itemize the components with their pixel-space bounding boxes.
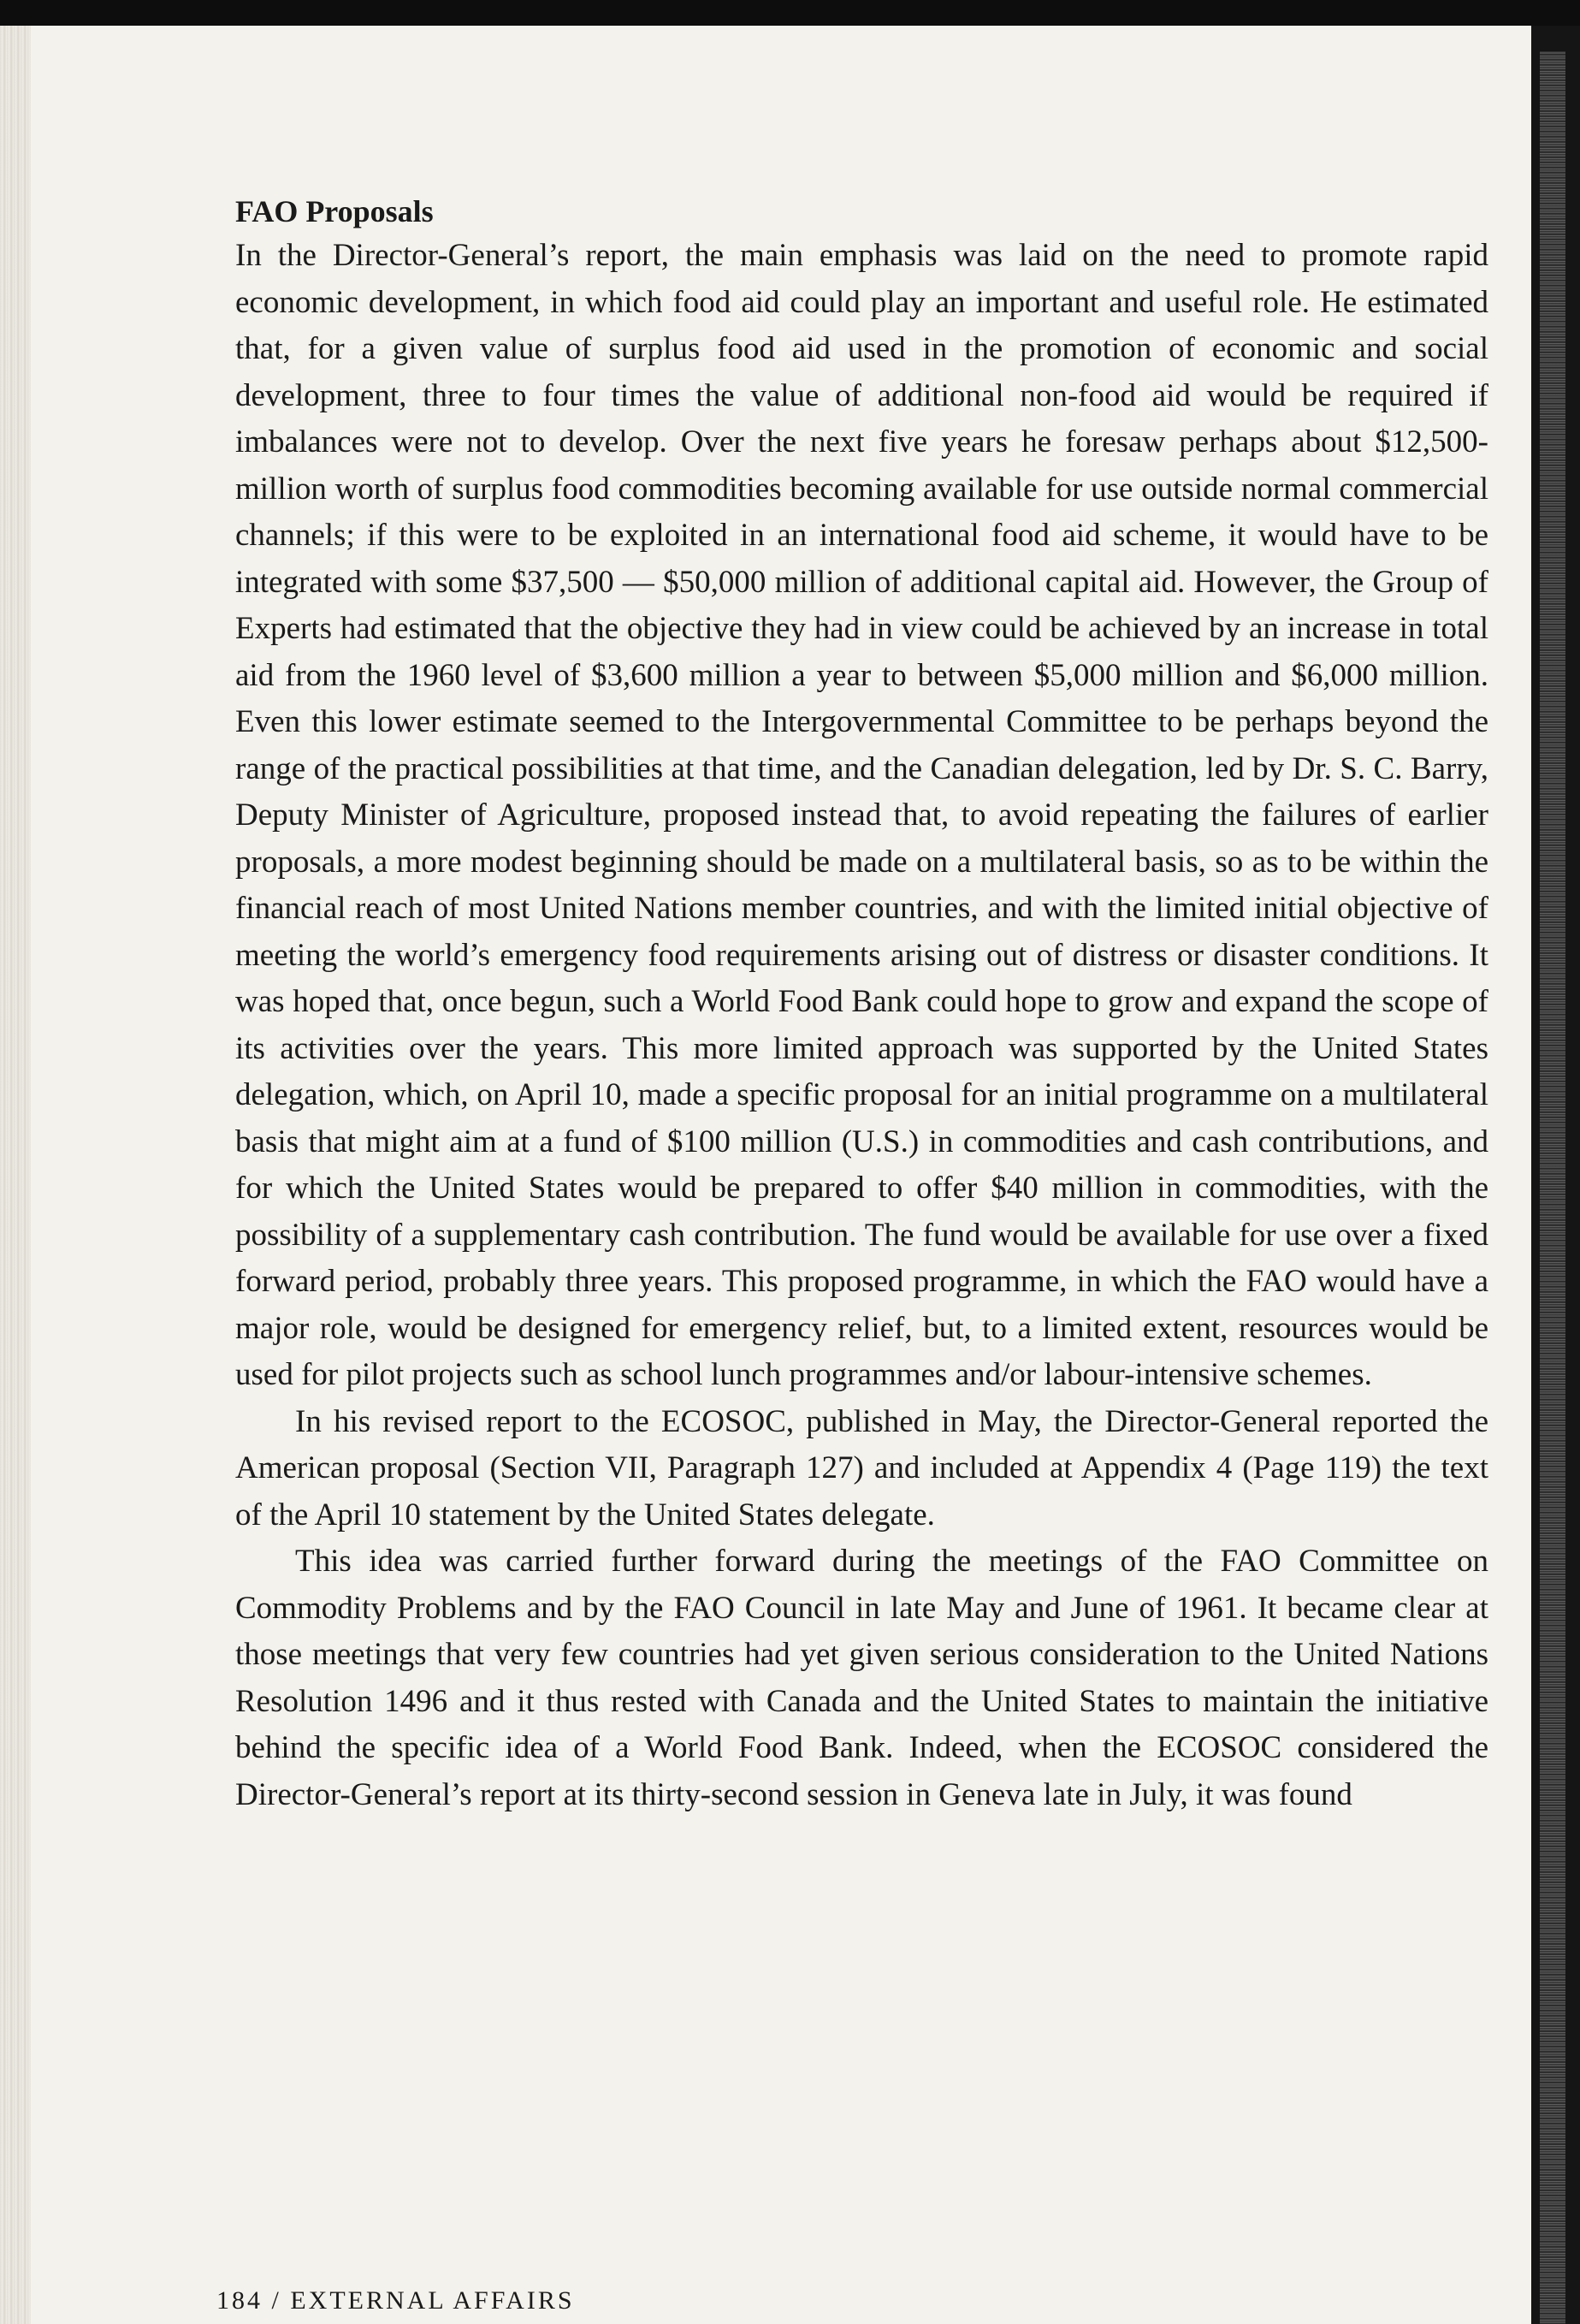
paragraph-3: This idea was carried further forward during the meetings of the FAO Committee on Commodity Problems and by the FAO Council in late May and June of 1961. It became clear at those meetings that very few countries had yet given serious consideration to the United Nations Resolution 1496 and it thus rested with Canada and the United States to maintain the initiative behind the specific idea of a World Food Bank. Indeed, when the ECOSOC considered the Director-General’s report at its thirty-second session in Geneva late in July, it was found (235, 1544, 1488, 1812)
page-footer: 184 / EXTERNAL AFFAIRS (216, 2286, 575, 2315)
section-heading: FAO Proposals (235, 194, 434, 228)
paragraph-1: In the Director-General’s report, the main emphasis was laid on the need to promote rapid economic development, in which food aid could play an important and useful role. He estimated that, for a given value of surplus food aid used in the promotion of economic and social development, three to four times the value of additional non-food aid would be required if imbalances were not to develop. Over the next five years he foresaw perhaps about $12,500-million worth of surplus food commodities becoming available for use outside normal commercial channels; if this were to be exploited in an international food aid scheme, it would have to be integrated with some $37,500 — $50,000 million of additional capital aid. However, the Group of Experts had estimated that the objective they had in view could be achieved by an increase in total aid from the 1960 level of $3,600 million a year to between $5,000 million and $6,000 million. Even this lower estimate seemed to the Intergovernmental Committee to be perhaps beyond the range of the practical possibilities at that time, and the Canadian delegation, led by Dr. S. C. Barry, Deputy Minister of Agriculture, proposed instead that, to avoid repeating the failures of earlier proposals, a more modest beginning should be made on a multilateral basis, so as to be within the financial reach of most United Nations member countries, and with the limited initial objective of meeting the world’s emergency food requirements arising out of distress or disaster conditions. It was hoped that, once begun, such a World Food Bank could hope to grow and expand the scope of its activities over the years. This more limited approach was supported by the United States delegation, which, on April 10, made a specific proposal for an initial programme on a multilateral basis that might aim at a fund of $100 million (U.S.) in commodities and cash contributions, and for which the United States would be prepared to offer $40 million in commodities, with the possibility of a supplementary cash contribution. The fund would be available for use over a fixed forward period, probably three years. This proposed programme, in which the FAO would have a major role, would be designed for emergency relief, but, to a limited extent, resources would be used for pilot projects such as school lunch programmes and/or labour-intensive schemes. (235, 238, 1488, 1392)
scan-right-edge-texture (1540, 51, 1565, 2324)
scan-top-border (0, 0, 1580, 26)
page-body (235, 190, 1488, 1818)
paragraph-2: In his revised report to the ECOSOC, published in May, the Director-General reported the American proposal (Section VII, Paragraph 127) and included at Appendix 4 (Page 119) the text of the April 10 statement by the United States delegate. (235, 1403, 1488, 1533)
scan-left-edge (0, 26, 31, 2324)
